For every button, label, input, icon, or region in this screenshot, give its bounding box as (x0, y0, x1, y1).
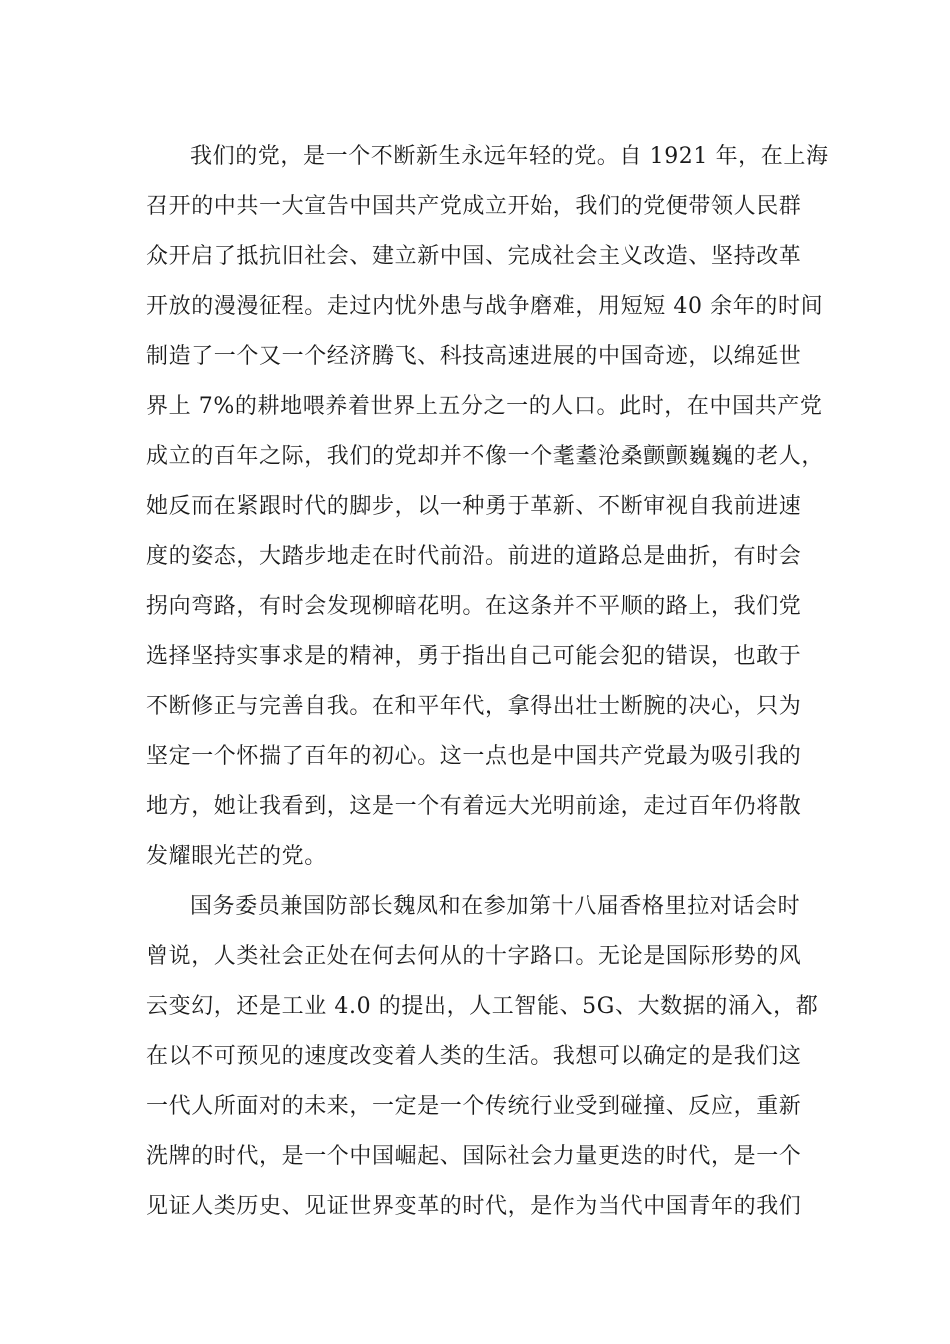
body-text (146, 132, 829, 1232)
text-line: 成立的百年之际，我们的党却并不像一个耄耋沧桑颤颤巍巍的老人， (146, 444, 825, 469)
text-line: 开放的漫漫征程。走过内忧外患与战争磨难，用短短 40 余年的时间 (146, 294, 824, 319)
text-line: 地方，她让我看到，这是一个有着远大光明前途，走过百年仍将散 (146, 794, 802, 819)
text-line: 见证人类历史、见证世界变革的时代，是作为当代中国青年的我们 (146, 1194, 802, 1219)
text-line: 众开启了抵抗旧社会、建立新中国、完成社会主义改造、坚持改革 (146, 244, 802, 269)
paragraph-2 (146, 882, 826, 1232)
text-line: 她反而在紧跟时代的脚步，以一种勇于革新、不断审视自我前进速 (146, 494, 802, 519)
text-line: 坚定一个怀揣了百年的初心。这一点也是中国共产党最为吸引我的 (146, 744, 802, 769)
text-line: 国务委员兼国防部长魏凤和在参加第十八届香格里拉对话会时 (190, 894, 801, 919)
text-line: 一代人所面对的未来，一定是一个传统行业受到碰撞、反应，重新 (146, 1094, 802, 1119)
text-line: 不断修正与完善自我。在和平年代，拿得出壮士断腕的决心，只为 (146, 694, 802, 719)
text-line: 制造了一个又一个经济腾飞、科技高速进展的中国奇迹，以绵延世 (146, 344, 802, 369)
text-line: 界上 7%的耕地喂养着世界上五分之一的人口。此时，在中国共产党 (146, 394, 823, 419)
text-line: 召开的中共一大宣告中国共产党成立开始，我们的党便带领人民群 (146, 194, 802, 219)
text-line: 发耀眼光芒的党。 (146, 844, 327, 869)
text-line: 选择坚持实事求是的精神，勇于指出自己可能会犯的错误，也敢于 (146, 644, 802, 669)
text-line: 洗牌的时代，是一个中国崛起、国际社会力量更迭的时代，是一个 (146, 1144, 802, 1169)
text-line: 拐向弯路，有时会发现柳暗花明。在这条并不平顺的路上，我们党 (146, 594, 802, 619)
text-line: 度的姿态，大踏步地走在时代前沿。前进的道路总是曲折，有时会 (146, 544, 802, 569)
text-line: 云变幻，还是工业 4.0 的提出，人工智能、5G、大数据的涌入，都 (146, 994, 819, 1019)
text-line: 曾说，人类社会正处在何去何从的十字路口。无论是国际形势的风 (146, 944, 802, 969)
text-line: 我们的党，是一个不断新生永远年轻的党。自 1921 年，在上海 (190, 144, 829, 169)
text-line: 在以不可预见的速度改变着人类的生活。我想可以确定的是我们这 (146, 1044, 802, 1069)
paragraph-1 (146, 132, 829, 882)
